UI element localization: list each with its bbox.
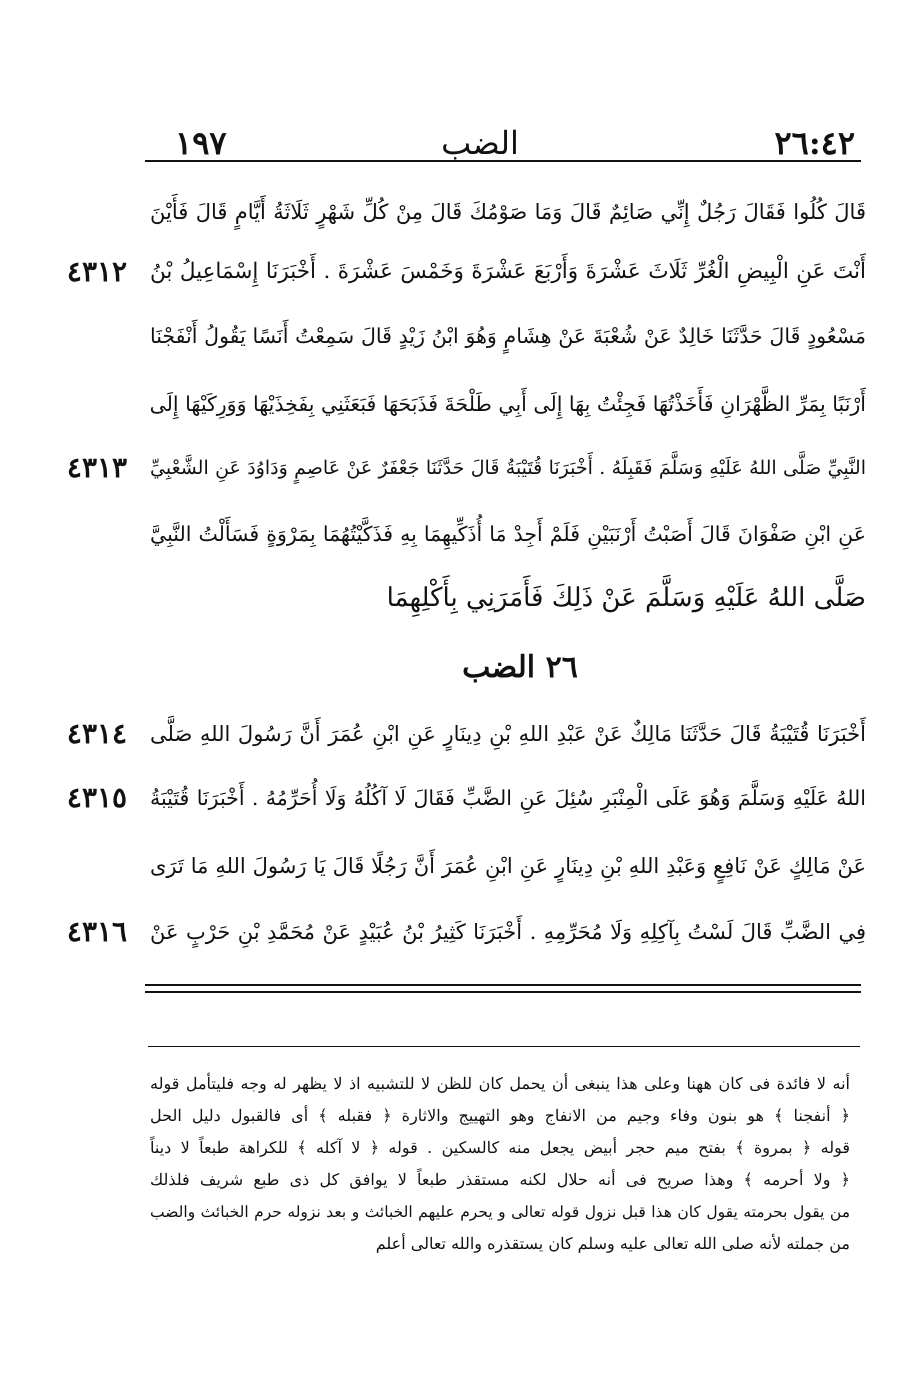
text-line: النَّبِيِّ صَلَّى اللهُ عَلَيْهِ وَسَلَّمَ فَقَبِلَهُ . أَخْبَرَنَا قُتَيْبَةُ قَالَ حَدَّثَنَا جَعْفَرٌ عَنْ عَاصِمٍ وَدَاوُدَ عَنِ الشَّعْبِيِّ xyxy=(150,457,866,479)
text-line: أَخْبَرَنَا قُتَيْبَةُ قَالَ حَدَّثَنَا مَالِكٌ عَنْ عَبْدِ اللهِ بْنِ دِينَارٍ عَنِ ابْنِ عُمَرَ أَنَّ رَسُولَ اللهِ صَلَّى xyxy=(150,722,866,746)
text-line: مَسْعُودٍ قَالَ حَدَّثَنَا خَالِدٌ عَنْ شُعْبَةَ عَنْ هِشَامٍ وَهُوَ ابْنُ زَيْدٍ قَالَ سَمِعْتُ أَنَسًا يَقُولُ أَنْفَجْنَا xyxy=(150,324,866,348)
text-line: قَالَ كُلُوا فَقَالَ رَجُلٌ إِنِّي صَائِمٌ قَالَ وَمَا صَوْمُكَ قَالَ مِنْ كُلِّ شَهْرٍ ثَلَاثَةُ أَيَّامٍ قَالَ فَأَيْنَ xyxy=(150,200,866,224)
hadith-number: ٤٣١٥ xyxy=(66,781,128,814)
footnote-line: أنه لا فائدة فى كان ههنا وعلى هذا ينبغى أن يحمل كان للظن لا للتشبيه اذ لا يظهر له وجه فليتأمل قوله xyxy=(150,1074,850,1093)
text-line: عَنِ ابْنِ صَفْوَانَ قَالَ أَصَبْتُ أَرْنَبَيْنِ فَلَمْ أَجِدْ مَا أُذَكِّيهِمَا بِهِ فَذَكَّيْتُهُمَا بِمَرْوَةٍ فَسَأَلْتُ النَّبِيَّ xyxy=(150,522,866,546)
text-line: عَنْ مَالِكٍ عَنْ نَافِعٍ وَعَبْدِ اللهِ بْنِ دِينَارٍ عَنِ ابْنِ عُمَرَ أَنَّ رَجُلًا قَالَ يَا رَسُولَ اللهِ مَا تَرَى xyxy=(150,854,866,878)
footnote-line: من يقول بحرمته يقول كان هذا قبل نزول قوله تعالى و يحرم عليهم الخبائث و بعد نزوله حرم الخبائث والضب xyxy=(150,1203,850,1221)
chapter-heading: ٢٦ الضب xyxy=(462,650,578,685)
footnote-line: ﴿ أنفجنا ﴾ هو بنون وفاء وجيم من الانفاج وهو التهييج والاثارة ﴿ فقبله ﴾ أى فالقبول دليل الحل xyxy=(150,1106,851,1125)
separator-rule xyxy=(145,984,861,986)
text-line: أَنْتَ عَنِ الْبِيضِ الْغُرِّ ثَلَاثَ عَشْرَةَ وَأَرْبَعَ عَشْرَةَ وَخَمْسَ عَشْرَةَ . أَخْبَرَنَا إِسْمَاعِيلُ بْنُ xyxy=(150,259,866,284)
footnote-line: قوله ﴿ بمروة ﴾ بفتح ميم حجر أبيض يجعل منه كالسكين . قوله ﴿ لا آكله ﴾ للكراهة طبعاً لا ديناً xyxy=(150,1138,850,1157)
text-line: اللهُ عَلَيْهِ وَسَلَّمَ وَهُوَ عَلَى الْمِنْبَرِ سُئِلَ عَنِ الضَّبِّ فَقَالَ لَا آكُلُهُ وَلَا أُحَرِّمُهُ . أَخْبَرَنَا قُتَيْبَةُ xyxy=(150,786,866,810)
page-number: ١٩٧ xyxy=(175,124,227,162)
hadith-number: ٤٣١٦ xyxy=(66,915,128,948)
header-rule xyxy=(145,160,861,162)
footnote-line: من جملته لأنه صلى الله تعالى عليه وسلم كان يستقذره والله تعالى أعلم xyxy=(375,1234,850,1253)
text-line: فِي الضَّبِّ قَالَ لَسْتُ بِآكِلِهِ وَلَا مُحَرِّمِهِ . أَخْبَرَنَا كَثِيرُ بْنُ عُبَيْدٍ عَنْ مُحَمَّدِ بْنِ حَرْبٍ عَنْ xyxy=(150,920,866,944)
footnote-rule xyxy=(148,1046,860,1047)
hadith-number: ٤٣١٢ xyxy=(66,255,128,288)
text-line: صَلَّى اللهُ عَلَيْهِ وَسَلَّمَ عَنْ ذَلِكَ فَأَمَرَنِي بِأَكْلِهِمَا xyxy=(386,583,866,613)
chapter-reference: ٢٦:٤٢ xyxy=(774,124,855,162)
hadith-number: ٤٣١٤ xyxy=(66,717,128,750)
footnote-line: ﴿ ولا أحرمه ﴾ وهذا صريح فى أنه حلال لكنه مستقذر طبعاً لا يوافق كل ذى طبع شريف فلذلك xyxy=(150,1170,851,1189)
running-title: الضب xyxy=(441,124,519,162)
separator-rule xyxy=(145,991,861,993)
text-line: أَرْنَبًا بِمَرِّ الظَّهْرَانِ فَأَخَذْتُهَا فَجِئْتُ بِهَا إِلَى أَبِي طَلْحَةَ فَذَبَحَهَا فَبَعَثَنِي بِفَخِذَيْهَا وَوَرِكَيْهَا إِلَى xyxy=(149,392,866,416)
hadith-number: ٤٣١٣ xyxy=(66,451,128,484)
